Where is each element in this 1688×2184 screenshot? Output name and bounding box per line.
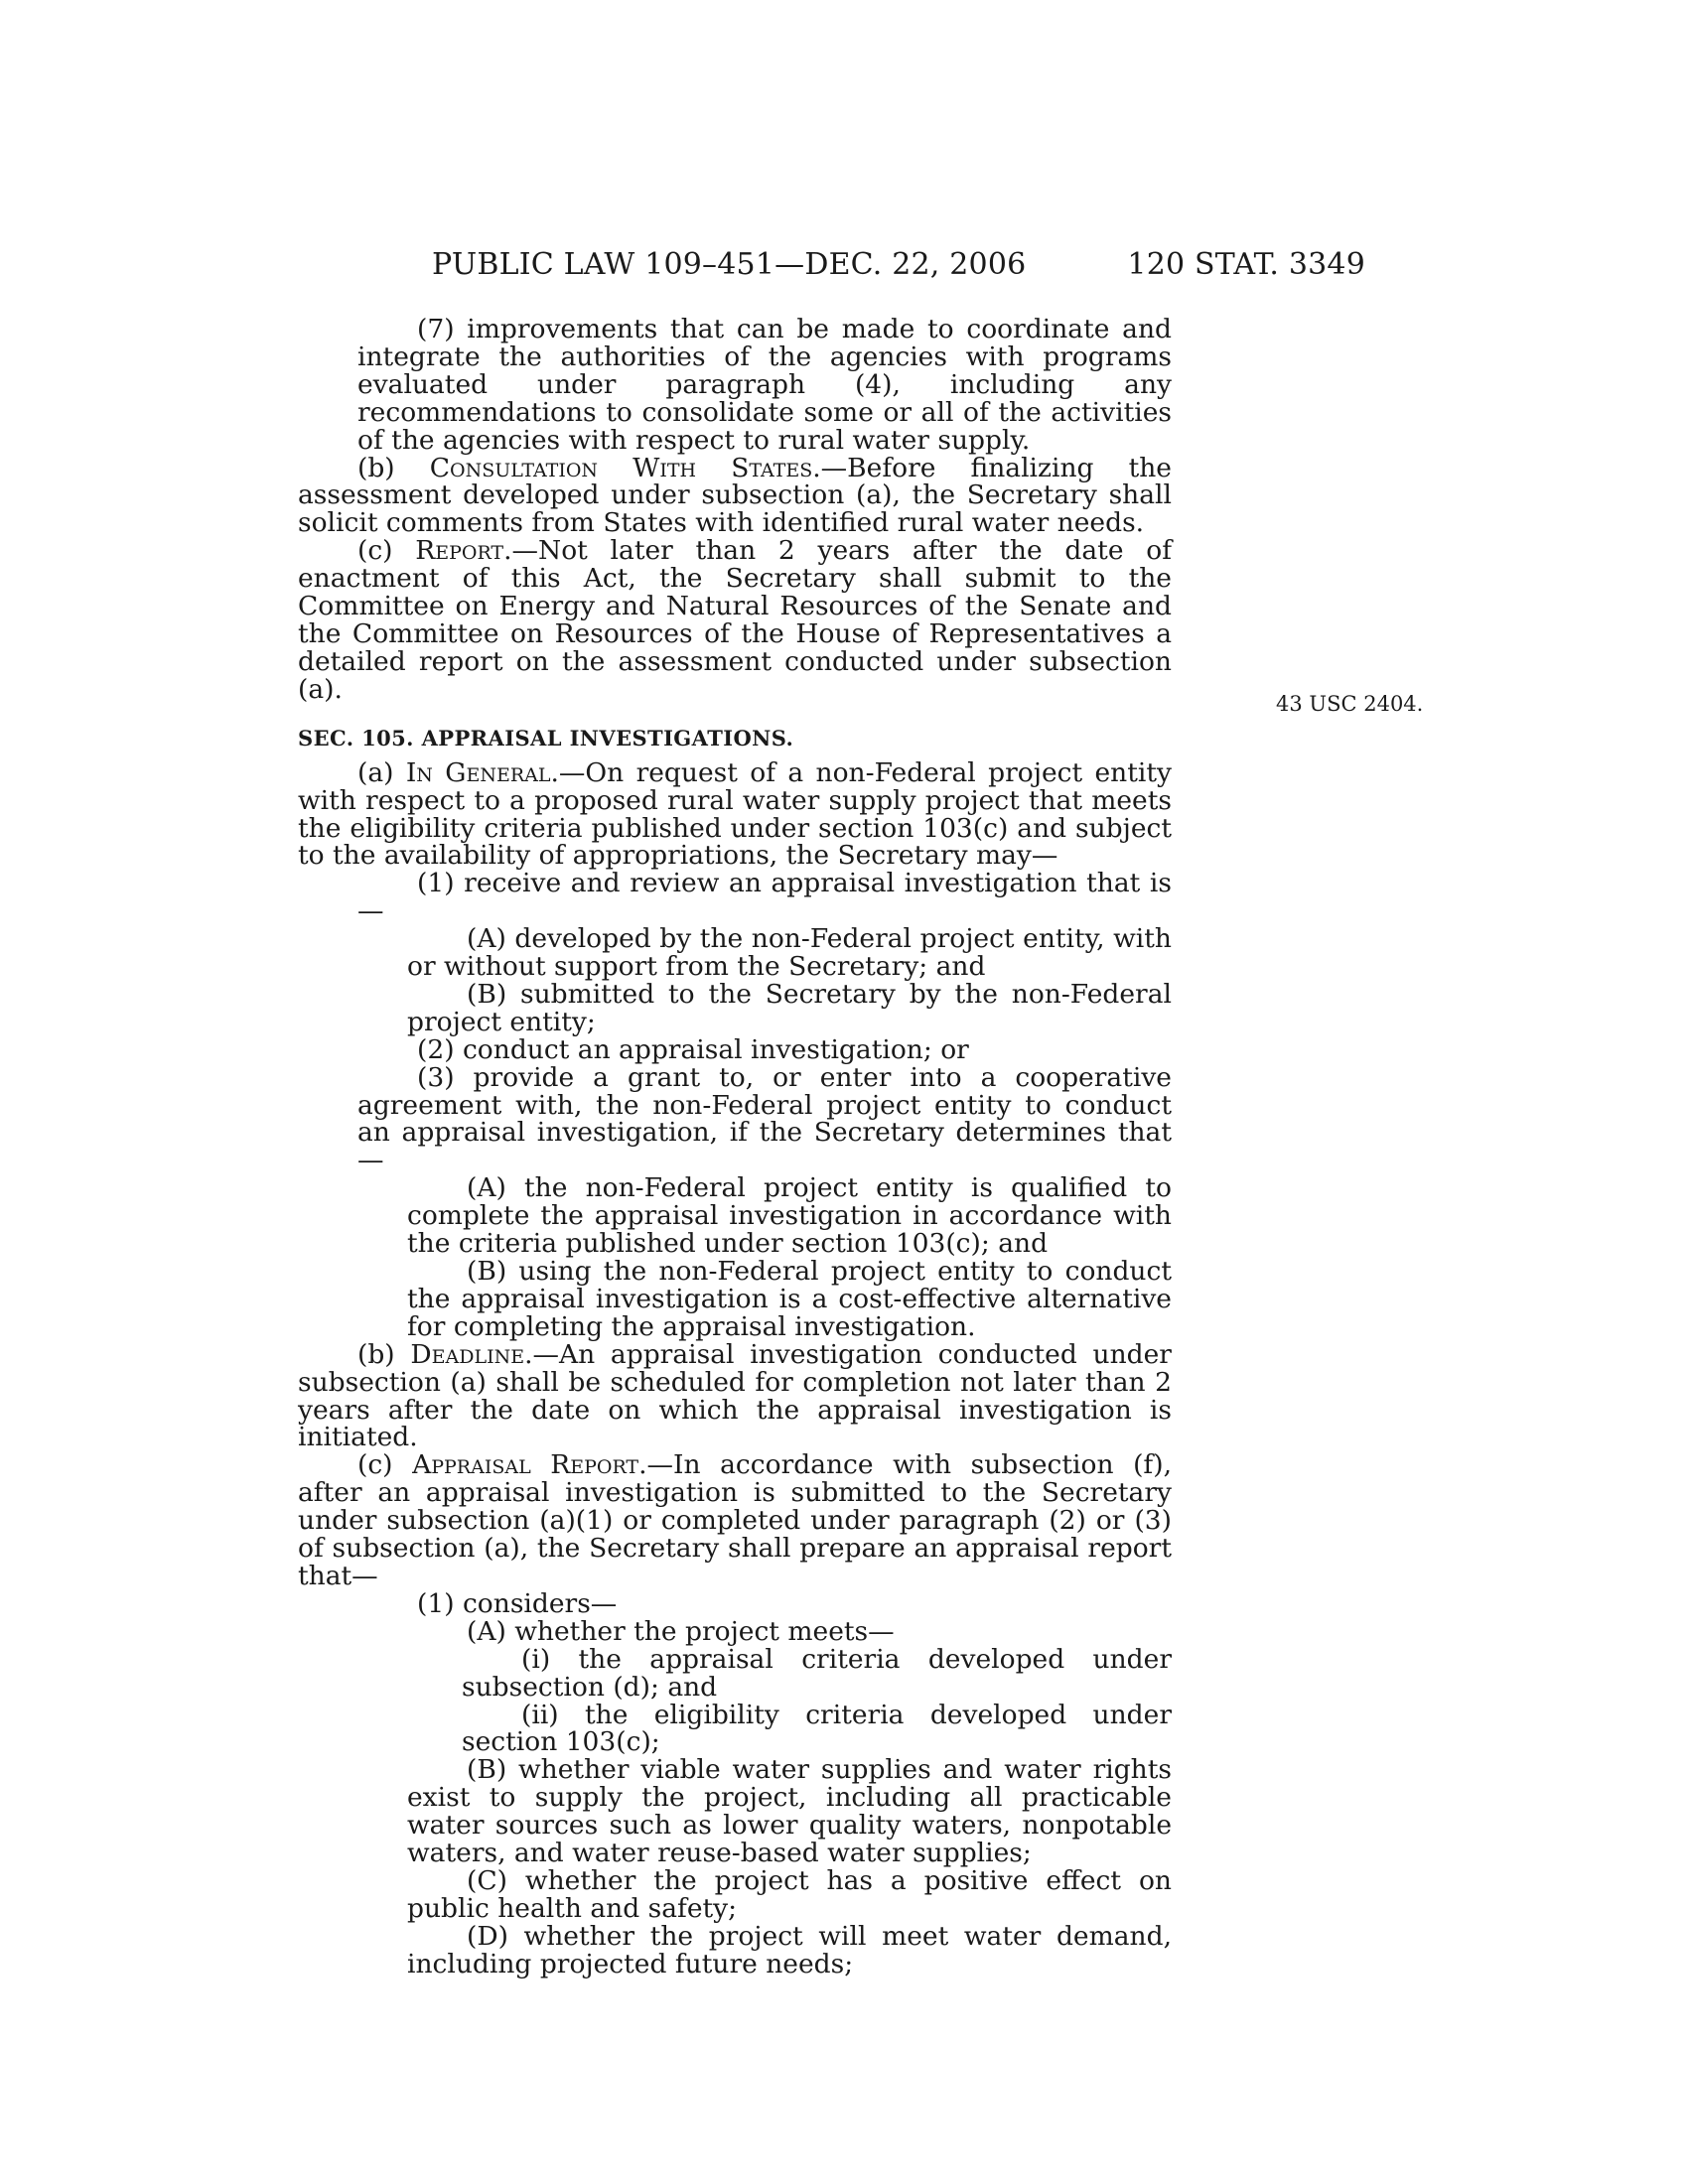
- section-105-c-1-D: (D) whether the project will meet water demand, including projected future needs;: [407, 1920, 1172, 1979]
- page-header: [432, 240, 1365, 290]
- section-heading: SEC. 105. APPRAISAL INVESTIGATIONS.: [298, 725, 794, 751]
- section-105-a-1-A: (A) developed by the non-Federal project entity, with or without support from the Secretary; and: [407, 923, 1172, 983]
- section-105-a-3-A: (A) the non-Federal project entity is qualified to complete the appraisal investigation in accordance with the criteria published under section 103(c); and: [407, 1172, 1172, 1260]
- section-105-c-1-A: (A) whether the project meets—: [467, 1615, 895, 1647]
- section-105-c: (c) Appraisal Report.—In accordance with subsection (f), after an appraisal investigation is submitted to the Secretary under subsection (a)(1) or completed under paragraph (2) or (3) of subsection (a), the Secretary shall prepare an appraisal report that—: [298, 1449, 1172, 1591]
- section-105-c-1-C: (C) whether the project has a positive effect on public health and safety;: [407, 1864, 1172, 1924]
- subsection-heading: In General: [405, 756, 551, 788]
- section-105-a-1-B: (B) submitted to the Secretary by the non-Federal project entity;: [407, 978, 1172, 1037]
- statute-text: [298, 316, 1172, 1979]
- section-105-a-2: (2) conduct an appraisal investigation; or: [417, 1033, 969, 1065]
- margin-citation: 43 USC 2404.: [1276, 692, 1424, 716]
- subsection-heading: Report: [415, 535, 504, 567]
- section-105-c-1-A-i: (i) the appraisal criteria developed under subsection (d); and: [462, 1643, 1172, 1703]
- section-105-a-3: (3) provide a grant to, or enter into a cooperative agreement with, the non-Federal project entity to conduct an appraisal investigation, if the Secretary determines that—: [357, 1061, 1172, 1176]
- section-105-b: (b) Deadline.—An appraisal investigation conducted under subsection (a) shall be scheduled for completion not later than 2 years after the date on which the appraisal investigation is initiated.: [298, 1338, 1172, 1453]
- section-105-a-3-B: (B) using the non-Federal project entity to conduct the appraisal investigation is a cost-effective alternative for completing the appraisal investigation.: [407, 1256, 1172, 1342]
- section-105-c-1-B: (B) whether viable water supplies and water rights exist to supply the project, including all practicable water sources such as lower quality waters, nonpotable waters, and water reuse-based water supplies;: [407, 1754, 1172, 1869]
- stat-page-number: 120 STAT. 3349: [1127, 247, 1365, 282]
- section-105-a: (a) In General.—On request of a non-Federal project entity with respect to a proposed rural water supply project that meets the eligibility criteria published under section 103(c) and subject to the availability of appropriations, the Secretary may—: [298, 756, 1172, 872]
- subsection-c-report: (c) Report.—Not later than 2 years after the date of enactment of this Act, the Secretary shall submit to the Committee on Energy and Natural Resources of the Senate and the Committee on Resources of the House of Representatives a detailed report on the assessment conducted under subsection (a).: [298, 535, 1172, 705]
- paragraph-7: (7) improvements that can be made to coordinate and integrate the authorities of the agencies with programs evaluated under paragraph (4), including any recommendations to consolidate some or all of the activities of the agencies with respect to rural water supply.: [357, 314, 1172, 456]
- subsection-heading: Consultation With States: [429, 452, 813, 483]
- subsection-heading: Deadline: [410, 1338, 525, 1370]
- section-105-c-1-A-ii: (ii) the eligibility criteria developed under section 103(c);: [462, 1699, 1172, 1758]
- section-105-c-1: (1) considers—: [417, 1587, 618, 1619]
- running-head: PUBLIC LAW 109–451—DEC. 22, 2006: [432, 247, 1027, 282]
- section-105-a-1: (1) receive and review an appraisal investigation that is—: [357, 868, 1172, 927]
- subsection-heading: Appraisal Report: [412, 1449, 639, 1481]
- subsection-b-consultation: (b) Consultation With States.—Before finalizing the assessment developed under subsection (a), the Secretary shall solicit comments from States with identified rural water needs.: [298, 452, 1172, 539]
